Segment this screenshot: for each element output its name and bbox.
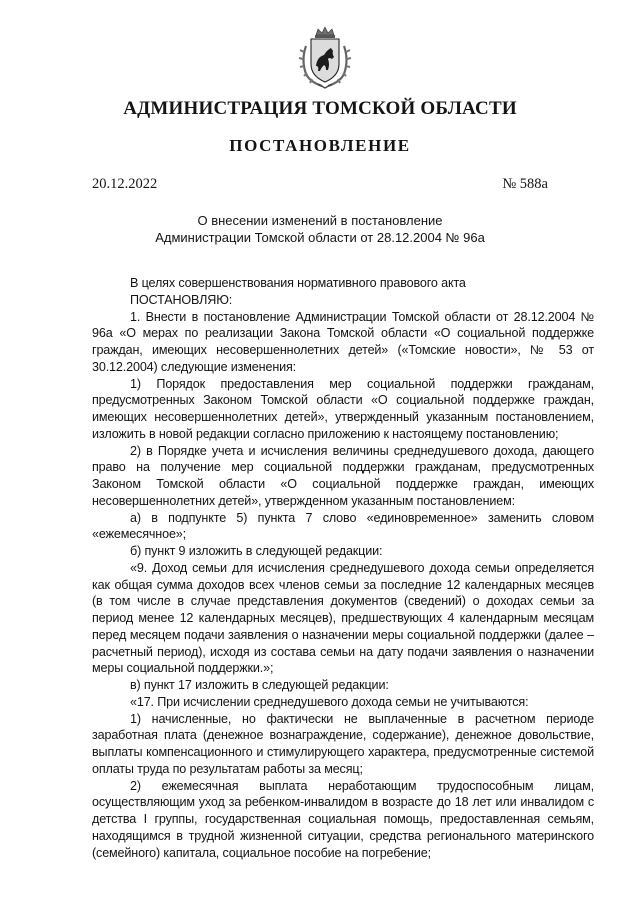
subparagraph-v: в) пункт 17 изложить в следующей редакции:	[130, 678, 389, 692]
organization-title: АДМИНИСТРАЦИЯ ТОМСКОЙ ОБЛАСТИ	[123, 98, 517, 119]
document-type: ПОСТАНОВЛЕНИЕ	[229, 136, 411, 155]
document-subject	[0, 212, 640, 246]
document-date: 20.12.2022	[92, 176, 158, 192]
clause-17-item-1: 1) начисленные, но фактически не выплаченные в расчетном периоде заработная плата (денежное вознаграждение, содержание), денежное довольствие, выплаты компенсационного и стимулирующего характера, предусмотренные системой оплаты труда по результатам работы за месяц;	[92, 711, 594, 776]
paragraph-1: 1. Внести в постановление Администрации Томской области от 28.12.2004 № 96а «О мерах по реализации Закона Томской области «О социальной поддержке граждан, имеющих несовершеннолетних детей» («Томские новости», № 53 от 30.12.2004) следующие изменения:	[92, 309, 594, 374]
subject-line-1: О внесении изменений в постановление	[197, 213, 443, 228]
clause-17-heading: «17. При исчислении среднедушевого дохода семьи не учитываются:	[130, 694, 529, 709]
document-body	[92, 275, 594, 861]
tomsk-oblast-coat-of-arms-icon	[298, 26, 352, 90]
subparagraph-a: а) в подпункте 5) пункта 7 слово «единовременное» заменить словом «ежемесячное»;	[92, 510, 594, 542]
document-number: № 588а	[502, 176, 548, 192]
preamble: В целях совершенствования нормативного правового акта	[130, 276, 466, 290]
resolution-keyword: ПОСТАНОВЛЯЮ:	[130, 292, 233, 307]
subparagraph-b: б) пункт 9 изложить в следующей редакции:	[130, 544, 383, 558]
subject-line-2: Администрации Томской области от 28.12.2004 № 96а	[155, 230, 485, 245]
paragraph-1-1: 1) Порядок предоставления мер социальной поддержки гражданам, предусмотренных Законом Томской области «О социальной поддержке граждан, имеющих несовершеннолетних детей», утвержденный указанным постановлением, изложить в новой редакции согласно приложению к настоящему постановлению;	[92, 376, 594, 441]
clause-9-text: «9. Доход семьи для исчисления среднедушевого дохода семьи определяется как общая сумма доходов всех членов семьи за последние 12 календарных месяцев (в том числе в случае представления документов (сведений) о доходах семьи за период менее 12 календарных месяцев), предшествующих 4 календарным месяцам перед месяцем подачи заявления о назначении меры социальной поддержки (далее – расчетный период), исходя из состава семьи на дату подачи заявления о назначении меры социальной поддержки.»;	[92, 560, 594, 676]
paragraph-1-2: 2) в Порядке учета и исчисления величины среднедушевого дохода, дающего право на получение мер социальной поддержки гражданам, предусмотренных Законом Томской области «О социальной поддержке граждан, имеющих несовершеннолетних детей», утвержденном указанным постановлением:	[92, 443, 594, 508]
clause-17-item-2: 2) ежемесячная выплата неработающим трудоспособным лицам, осуществляющим уход за ребенком-инвалидом в возрасте до 18 лет или инвалидом с детства I группы, государственная социальная помощь, предоставленная семьям, находящимся в трудной жизненной ситуации, средства регионального материнского (семейного) капитала, социальное пособие на погребение;	[92, 778, 594, 860]
